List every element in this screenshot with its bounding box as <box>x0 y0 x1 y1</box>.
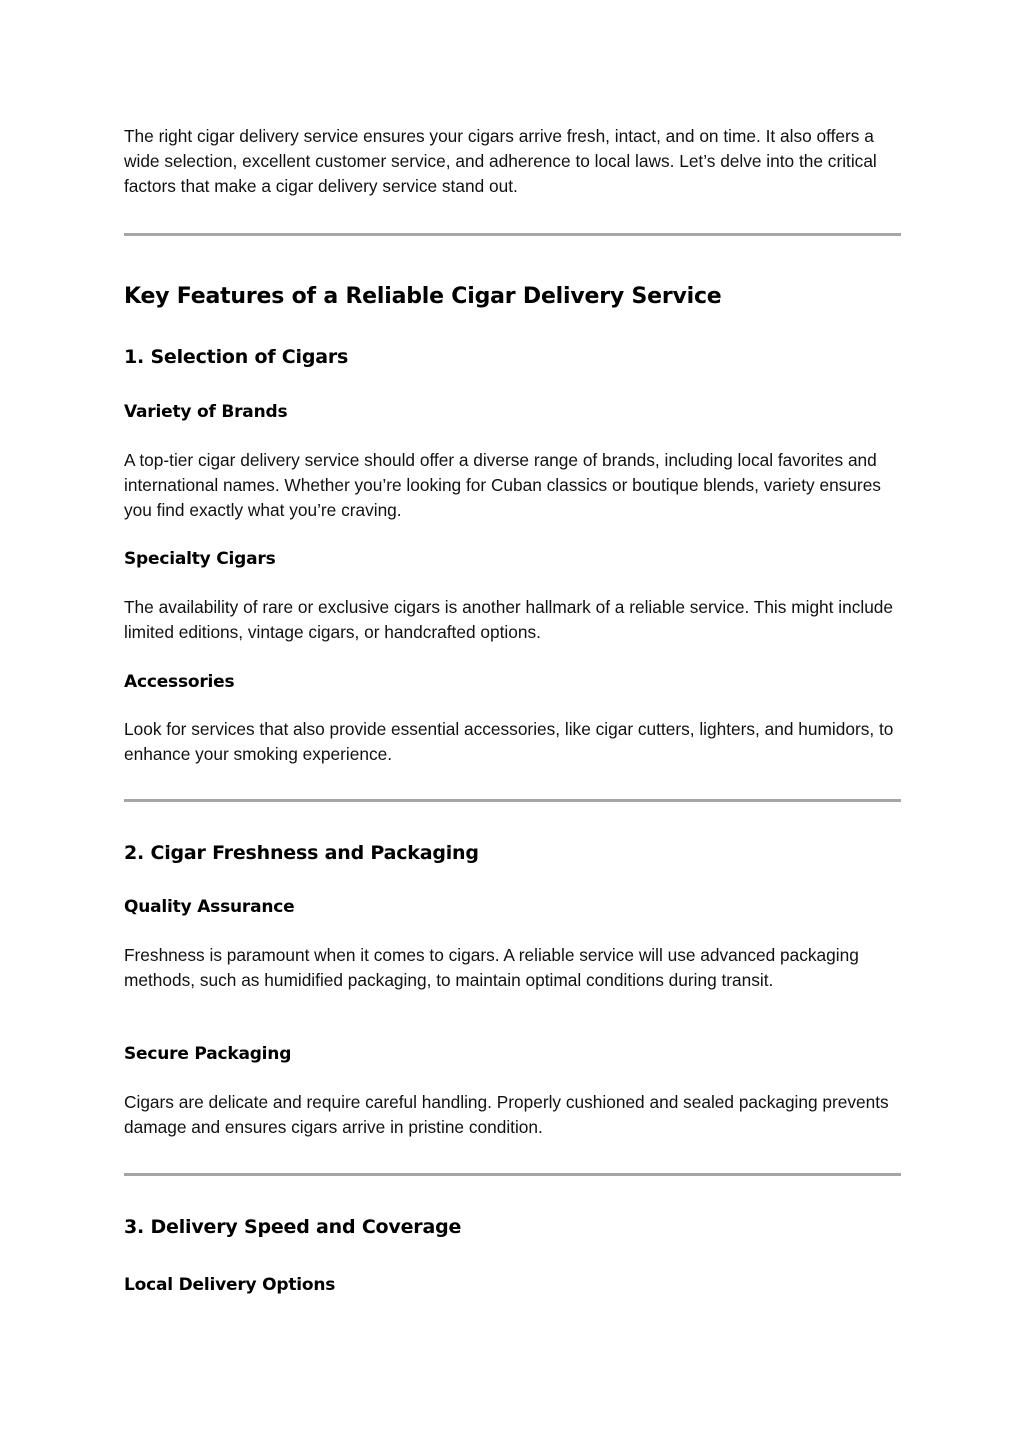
quality-assurance-paragraph: Freshness is paramount when it comes to cigars. A reliable service will use advanced packaging methods, such as humidified packaging, to maintain optimal conditions during transit. <box>124 945 859 990</box>
local-delivery-options-heading: Local Delivery Options <box>124 1275 336 1295</box>
specialty-cigars-paragraph: The availability of rare or exclusive cigars is another hallmark of a reliable service. This might include limited editions, vintage cigars, or handcrafted options. <box>124 597 894 642</box>
section-divider <box>124 799 901 802</box>
intro-paragraph: The right cigar delivery service ensures your cigars arrive fresh, intact, and on time. It also offers a wide selection, excellent customer service, and adherence to local laws. Let’s delve into the critical factors that make a cigar delivery service stand out. <box>124 126 877 196</box>
variety-of-brands-paragraph: A top-tier cigar delivery service should offer a diverse range of brands, including local favorites and international names. Whether you’re looking for Cuban classics or boutique blends, variety ensures you find exactly what you’re craving. <box>124 450 881 520</box>
secure-packaging-paragraph: Cigars are delicate and require careful handling. Properly cushioned and sealed packaging prevents damage and ensures cigars arrive in pristine condition. <box>124 1092 889 1137</box>
section-divider <box>124 1173 901 1176</box>
variety-of-brands-heading: Variety of Brands <box>124 402 288 422</box>
accessories-paragraph: Look for services that also provide essential accessories, like cigar cutters, lighters, and humidors, to enhance your smoking experience. <box>124 719 894 764</box>
section-3-title: 3. Delivery Speed and Coverage <box>124 1216 462 1238</box>
section-1-title: 1. Selection of Cigars <box>124 346 349 368</box>
accessories-heading: Accessories <box>124 672 235 692</box>
main-heading: Key Features of a Reliable Cigar Delivery Service <box>124 284 722 309</box>
section-divider <box>124 233 901 236</box>
quality-assurance-heading: Quality Assurance <box>124 897 295 917</box>
secure-packaging-heading: Secure Packaging <box>124 1044 292 1064</box>
specialty-cigars-heading: Specialty Cigars <box>124 549 276 569</box>
section-2-title: 2. Cigar Freshness and Packaging <box>124 842 479 864</box>
